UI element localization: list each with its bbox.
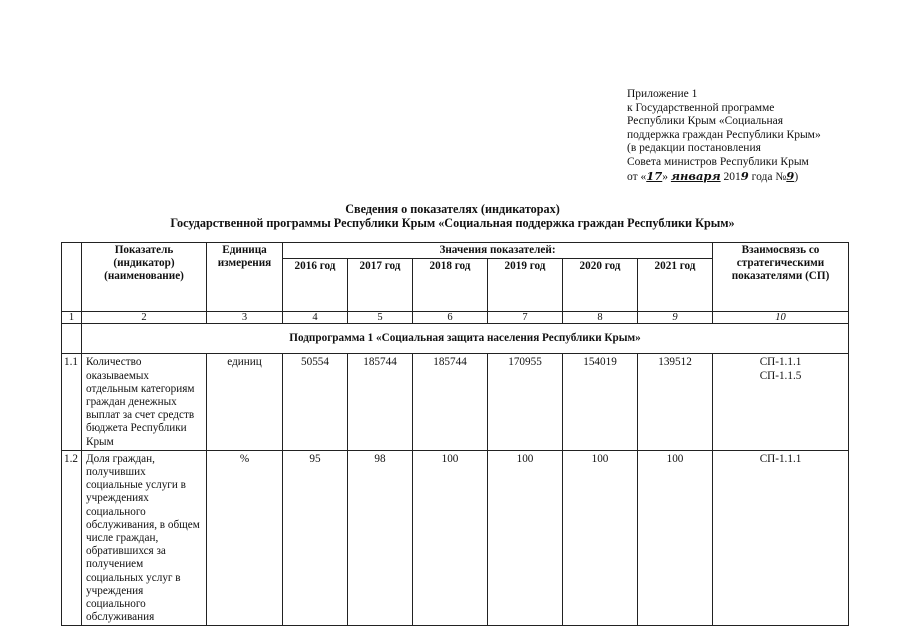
row-value: 185744 bbox=[413, 354, 488, 450]
row-index: 1.1 bbox=[62, 354, 82, 450]
row-indicator-name: Количество оказываемых отдельным категориям граждан денежных выплат за счет средств бюджета Республики Крым bbox=[82, 354, 207, 450]
subprogram-row bbox=[62, 324, 849, 354]
appendix-line: (в редакции постановления bbox=[627, 142, 761, 155]
subprogram-index-cell bbox=[62, 324, 82, 354]
header-year: 2021 год bbox=[638, 259, 713, 312]
row-value: 170955 bbox=[488, 354, 563, 450]
date-mid: » bbox=[662, 170, 669, 183]
row-value: 100 bbox=[413, 450, 488, 626]
document-title: Сведения о показателях (индикаторах) bbox=[345, 202, 560, 216]
row-value: 139512 bbox=[638, 354, 713, 450]
appendix-line: Совета министров Республики Крым bbox=[627, 155, 809, 168]
row-indicator-name: Доля граждан, получивших социальные услуги в учреждениях социального обслуживания, в общем числе граждан, обратившихся за получением социальных услуг в учреждения социального обслуживания bbox=[82, 450, 207, 626]
row-value: 95 bbox=[283, 450, 348, 626]
column-number: 1 bbox=[62, 312, 82, 324]
indicators-table bbox=[61, 242, 849, 626]
row-value: 100 bbox=[563, 450, 638, 626]
table-row bbox=[62, 450, 849, 626]
row-relation bbox=[713, 354, 849, 450]
header-indicator: Показатель (индикатор) (наименование) bbox=[82, 243, 207, 312]
appendix-line: Приложение 1 bbox=[627, 88, 698, 100]
column-number: 3 bbox=[207, 312, 283, 324]
subprogram-title: Подпрограмма 1 «Социальная защита населения Республики Крым» bbox=[82, 324, 849, 354]
column-number: 10 bbox=[713, 312, 849, 324]
row-value: 100 bbox=[488, 450, 563, 626]
row-relation bbox=[713, 450, 849, 626]
row-value: 185744 bbox=[348, 354, 413, 450]
appendix-line: поддержка граждан Республики Крым» bbox=[627, 128, 821, 141]
column-number: 9 bbox=[638, 312, 713, 324]
column-number: 8 bbox=[563, 312, 638, 324]
row-value: 98 bbox=[348, 450, 413, 626]
header-values-group: Значения показателей: bbox=[283, 243, 713, 259]
header-relation: Взаимосвязь со стратегическими показателями (СП) bbox=[713, 243, 849, 312]
date-prefix: от « bbox=[627, 170, 647, 183]
header-year: 2017 год bbox=[348, 259, 413, 312]
relation-code: СП-1.1.5 bbox=[759, 369, 802, 382]
date-day: 17 bbox=[646, 168, 663, 183]
date-year-last: 9 bbox=[740, 168, 749, 183]
header-year: 2020 год bbox=[563, 259, 638, 312]
column-number: 5 bbox=[348, 312, 413, 324]
resolution-date-line bbox=[627, 170, 897, 185]
header-year: 2018 год bbox=[413, 259, 488, 312]
relation-code: СП-1.1.1 bbox=[759, 356, 802, 369]
header-year: 2019 год bbox=[488, 259, 563, 312]
row-value: 100 bbox=[638, 450, 713, 626]
document-subtitle: Государственной программы Республики Крым «Социальная поддержка граждан Республики Крым» bbox=[170, 216, 735, 230]
date-month: января bbox=[670, 168, 721, 183]
header-row bbox=[62, 243, 849, 259]
column-number: 7 bbox=[488, 312, 563, 324]
relation-code: СП-1.1.1 bbox=[759, 452, 802, 465]
column-number: 2 bbox=[82, 312, 207, 324]
table-row bbox=[62, 354, 849, 450]
resolution-number: 9 bbox=[786, 168, 795, 183]
row-unit: % bbox=[207, 450, 283, 626]
date-year-prefix: 201 bbox=[723, 170, 741, 183]
column-number: 6 bbox=[413, 312, 488, 324]
header-index-cell bbox=[62, 243, 82, 312]
row-value: 50554 bbox=[283, 354, 348, 450]
row-value: 154019 bbox=[563, 354, 638, 450]
header-year: 2016 год bbox=[283, 259, 348, 312]
header-unit: Единица измерения bbox=[207, 243, 283, 312]
appendix-line: Республики Крым «Социальная bbox=[627, 115, 784, 128]
column-number: 4 bbox=[283, 312, 348, 324]
row-index: 1.2 bbox=[62, 450, 82, 626]
column-numbers-row bbox=[62, 312, 849, 324]
appendix-block bbox=[627, 88, 897, 184]
row-unit: единиц bbox=[207, 354, 283, 450]
appendix-line: к Государственной программе bbox=[627, 101, 775, 114]
date-close: ) bbox=[794, 170, 799, 183]
date-suffix: года № bbox=[748, 170, 787, 183]
